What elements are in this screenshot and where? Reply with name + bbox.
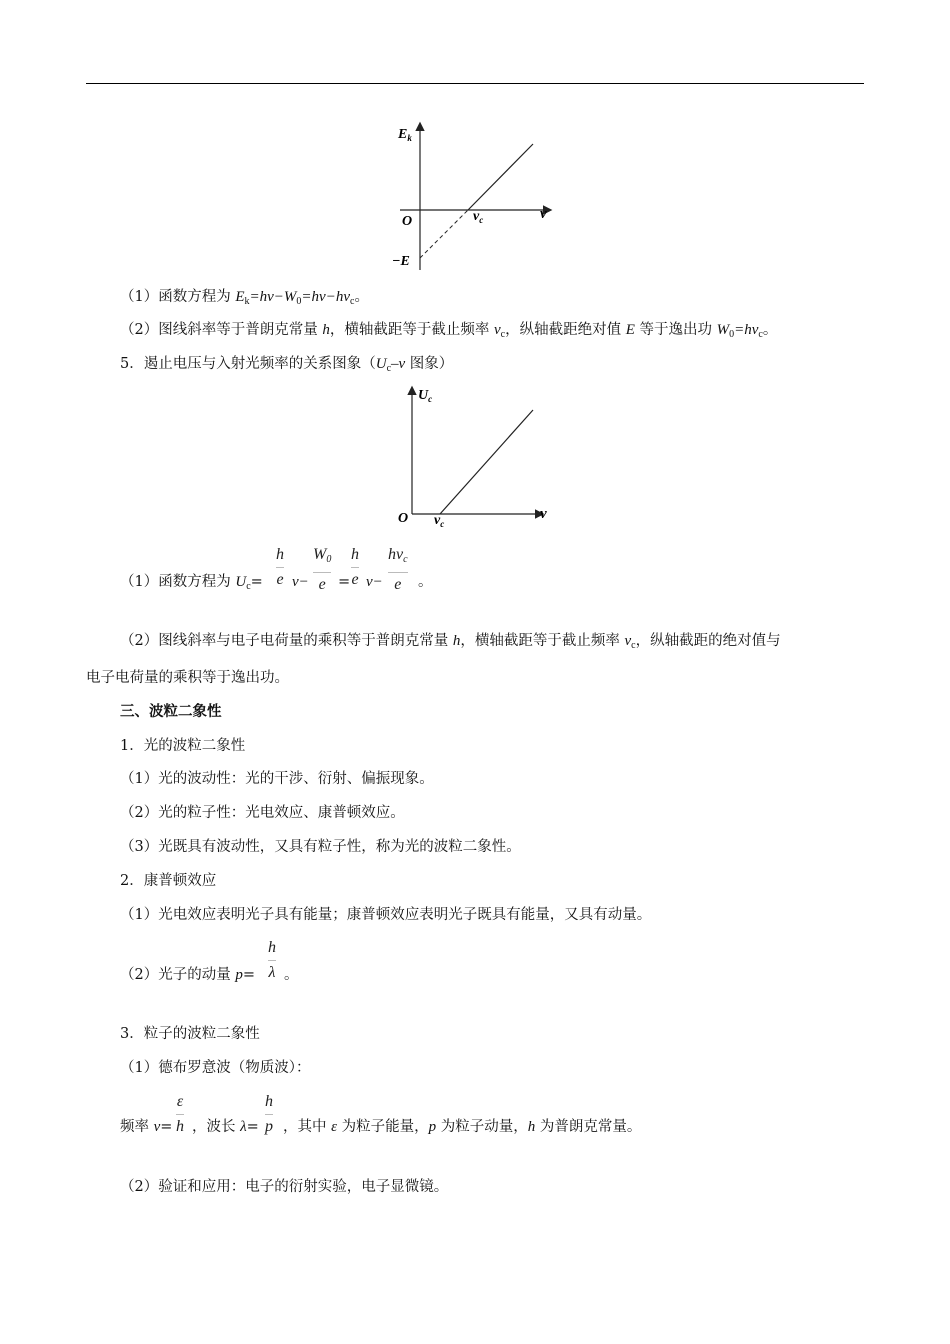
- sec3-item3b-mid: ，波长 λ=: [192, 1119, 259, 1135]
- fraction-h-over-p: h p: [265, 1093, 273, 1135]
- s2-line1: （1）函数方程为 $U_c=$: [120, 574, 263, 592]
- y-intercept-label: −E: [392, 254, 410, 269]
- sec3-item1a: （1）光的波动性：光的干涉、衍射、偏振现象。: [120, 771, 434, 787]
- sec3-item1b: （2）光的粒子性：光电效应、康普顿效应。: [120, 805, 405, 821]
- s2-period: 。: [418, 574, 433, 590]
- sec3-item2a: （1）光电效应表明光子具有能量；康普顿效应表明光子既具有能量，又具有动量。: [120, 907, 652, 923]
- y-axis-label: $E_k$: [398, 127, 412, 143]
- fraction-w0-over-e: $W_0$ e: [313, 546, 332, 593]
- x-axis-label: ν: [540, 206, 547, 222]
- x-intercept-label: $\nu_c$: [473, 209, 484, 225]
- x-axis-label: ν: [540, 506, 547, 522]
- sec3-item2b-period: 。: [284, 967, 299, 983]
- origin-label: O: [402, 214, 413, 229]
- sec3-item3: 3．粒子的波粒二象性: [120, 1026, 260, 1042]
- ek-line-solid: [468, 144, 533, 210]
- sec3-item1: 1．光的波粒二象性: [120, 738, 246, 754]
- s2-nu-minus-2: ν−: [366, 574, 383, 590]
- s1-line2: （2）图线斜率等于普朗克常量 h，横轴截距等于截止频率 $\nu_c$，纵轴截距绝对值 E 等于逸出功 $W_0=h\nu_c$。: [120, 322, 778, 340]
- s2-line2b: 电子电荷量的乘积等于逸出功。: [86, 670, 289, 686]
- uc-line: [440, 410, 533, 514]
- sec3-item2b: （2）光子的动量 p=: [120, 967, 255, 983]
- sec3-item3b-start: 频率 ν=: [120, 1119, 173, 1135]
- s2-equals: =: [338, 574, 351, 590]
- sec3-item1c: （3）光既具有波动性，又具有粒子性，称为光的波粒二象性。: [120, 839, 521, 855]
- sec3-item3a: （1）德布罗意波（物质波）：: [120, 1060, 311, 1076]
- sec3-item3c: （2）验证和应用：电子的衍射实验，电子显微镜。: [120, 1179, 449, 1195]
- uc-nu-graph: [390, 382, 560, 532]
- sec3-item2: 2．康普顿效应: [120, 873, 217, 889]
- s2-line2a: （2）图线斜率与电子电荷量的乘积等于普朗克常量 h，横轴截距等于截止频率 $\nu_c$，纵轴截距的绝对值与: [120, 633, 781, 651]
- origin-label: O: [398, 511, 409, 526]
- sec3-item3b-end: ，其中 ε 为粒子能量，p 为粒子动量，h 为普朗克常量。: [283, 1119, 642, 1135]
- fraction-h-over-e: h e: [276, 546, 284, 588]
- ek-nu-graph: [380, 110, 570, 280]
- fraction-h-over-lambda: h λ: [268, 939, 276, 981]
- x-intercept-label: $\nu_c$: [434, 513, 445, 529]
- header-rule: [86, 83, 864, 84]
- fraction-hnuc-over-e: $h\nu_c$ e: [388, 546, 408, 593]
- ek-line-dashed: [420, 210, 468, 258]
- y-axis-label: $U_c$: [418, 388, 433, 404]
- fraction-eps-over-h: ε h: [176, 1093, 184, 1135]
- section3-title: 三、波粒二象性: [120, 703, 222, 720]
- s1-line1: （1）函数方程为 $E_k=h\nu-W_0=h\nu-h\nu_c$。: [120, 289, 369, 307]
- item5-heading: 5．遏止电压与入射光频率的关系图象（$U_c-\nu$ 图象）: [120, 356, 454, 374]
- s2-nu-minus-1: ν−: [292, 574, 309, 590]
- fraction-h-over-e-2: h e: [351, 546, 359, 588]
